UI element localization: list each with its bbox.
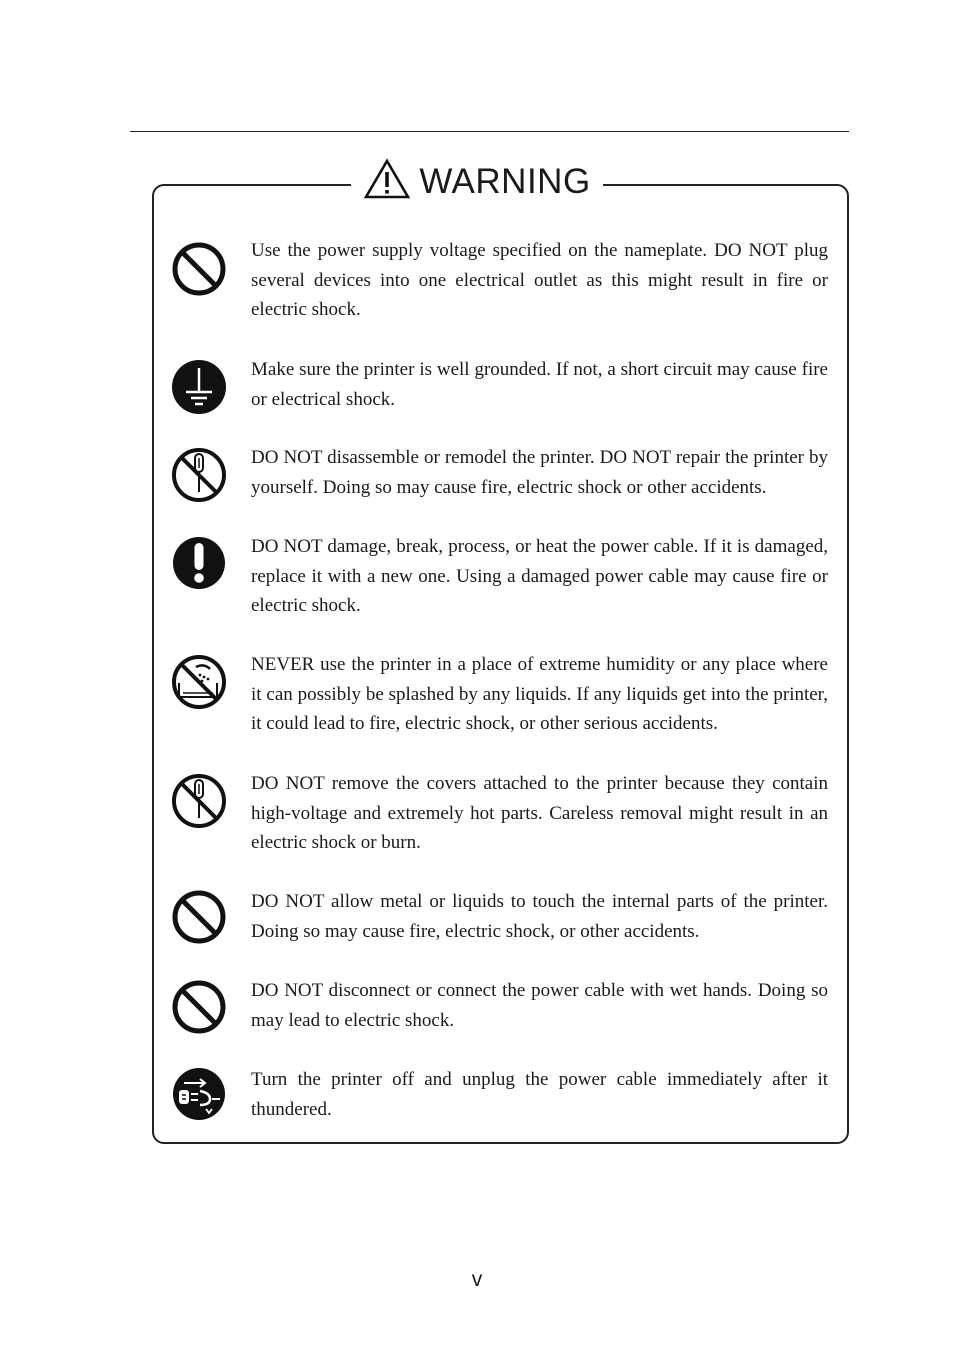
page-number: v (471, 1268, 483, 1291)
top-rule (130, 131, 849, 132)
warning-text: Use the power supply voltage specified on the nameplate. DO NOT plug several devices into one electrical outlet as this might result in fire or electric shock. (251, 240, 828, 321)
prohibition-icon (170, 888, 228, 946)
warning-text: DO NOT disassemble or remodel the printer. DO NOT repair the printer by yourself. Doing so may cause fire, electric shock or other accidents. (251, 447, 828, 498)
warning-title: WARNING (419, 161, 591, 201)
warning-text: DO NOT damage, break, process, or heat the power cable. If it is damaged, replace it with a new one. Using a damaged power cable may cause fire or electric shock. (251, 536, 828, 617)
prohibition-icon (170, 978, 228, 1036)
no-disassembly-icon (170, 446, 228, 504)
ground-icon (170, 358, 228, 416)
exclamation-icon (170, 534, 228, 592)
no-disassembly-icon (170, 772, 228, 830)
warning-text: DO NOT remove the covers attached to the printer because they contain high-voltage and extremely hot parts. Careless removal might result in an electric shock or burn. (251, 773, 828, 854)
warning-text: NEVER use the printer in a place of extreme humidity or any place where it can possibly be splashed by any liquids. If any liquids get into the printer, it could lead to fire, electric shock, or other serious accidents. (251, 654, 828, 735)
warning-text: Turn the printer off and unplug the power cable immediately after it thundered. (251, 1069, 828, 1120)
warning-text: DO NOT disconnect or connect the power cable with wet hands. Doing so may lead to electric shock. (251, 980, 828, 1031)
warning-text: DO NOT allow metal or liquids to touch the internal parts of the printer. Doing so may cause fire, electric shock, or other accidents. (251, 891, 828, 942)
warning-header (0, 158, 954, 205)
no-water-icon (170, 653, 228, 711)
warning-triangle-icon (363, 158, 411, 205)
unplug-icon (170, 1065, 228, 1123)
warning-text: Make sure the printer is well grounded. If not, a short circuit may cause fire or electrical shock. (251, 359, 828, 410)
prohibition-icon (170, 240, 228, 298)
